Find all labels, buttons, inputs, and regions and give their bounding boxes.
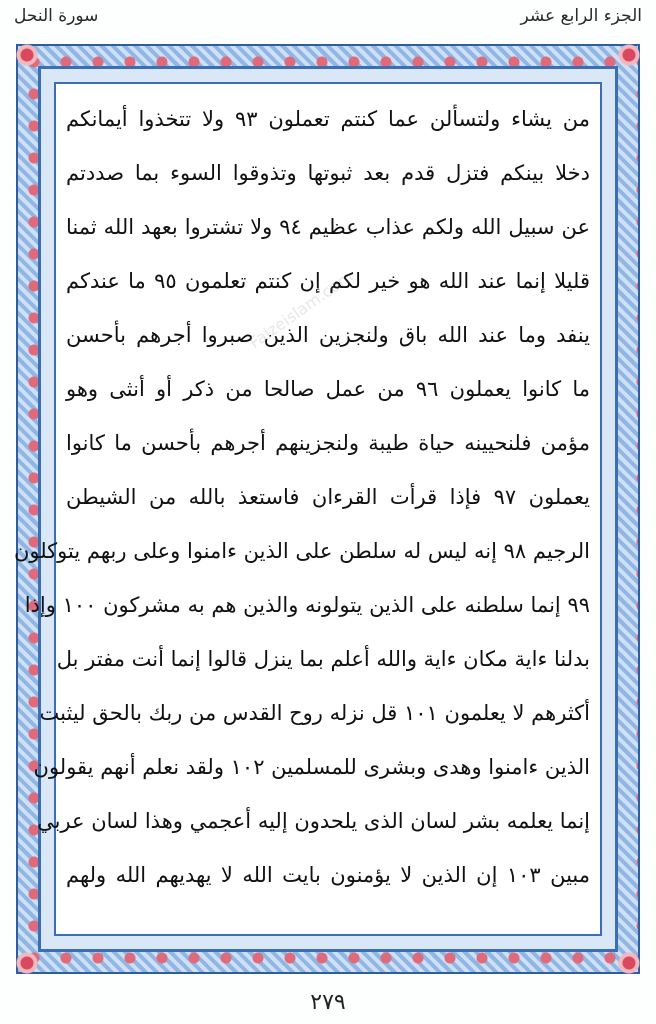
verse-line: الذين ءامنوا وهدى وبشرى للمسلمين ١٠٢ ولقد نعلم أنهم يقولون — [33, 755, 590, 779]
page-number: ٢٧٩ — [310, 990, 346, 1015]
verse-line: دخلا بينكم فتزل قدم بعد ثبوتها وتذوقوا السوء بما صددتم — [66, 161, 590, 185]
verse-line: يعملون ٩٧ فإذا قرأت القرءان فاستعذ بالله من الشيطن — [66, 485, 591, 509]
watermark-text: Faizeislam.com — [245, 266, 357, 353]
verse-line: مبين ١٠٣ إن الذين لا يؤمنون بايت الله لا يهديهم الله ولهم — [66, 863, 590, 887]
verse-line: إنما يعلمه بشر لسان الذى يلحدون إليه أعجمي وهذا لسان عربي — [37, 809, 590, 833]
verse-line: قليلا إنما عند الله هو خير لكم إن كنتم تعلمون ٩٥ ما عندكم — [66, 269, 590, 293]
verse-line: أكثرهم لا يعلمون ١٠١ قل نزله روح القدس من ربك بالحق ليثبت — [39, 701, 590, 725]
corner-ornament-icon — [14, 42, 40, 68]
verse-line: ينفد وما عند الله باق ولنجزين الذين صبروا أجرهم بأحسن — [66, 323, 590, 347]
verse-line: ٩٩ إنما سلطنه على الذين يتولونه والذين هم به مشركون ١٠٠ وإذا — [24, 593, 590, 617]
page-header — [0, 0, 656, 40]
verse-line: الرجيم ٩٨ إنه ليس له سلطن على الذين ءامنوا وعلى ربهم يتوكلون — [13, 539, 590, 563]
corner-ornament-icon — [14, 950, 40, 976]
verse-panel — [13, 82, 602, 936]
juz-title: الجزء الرابع عشر — [520, 6, 642, 26]
verse-line: مؤمن فلنحيينه حياة طيبة ولنجزينهم أجرهم بأحسن ما كانوا — [66, 431, 590, 455]
surah-title: سورة النحل — [14, 6, 99, 26]
corner-ornament-icon — [616, 950, 642, 976]
verse-line: عن سبيل الله ولكم عذاب عظيم ٩٤ ولا تشتروا بعهد الله ثمنا — [66, 215, 590, 239]
verse-line: بدلنا ءاية مكان ءاية والله أعلم بما ينزل قالوا إنما أنت مفتر بل — [56, 647, 590, 671]
verse-line: من يشاء ولتسألن عما كنتم تعملون ٩٣ ولا تتخذوا أيمانكم — [66, 107, 591, 131]
verse-line: ما كانوا يعملون ٩٦ من عمل صالحا من ذكر أو أنثى وهو — [66, 377, 591, 401]
corner-ornament-icon — [616, 42, 642, 68]
